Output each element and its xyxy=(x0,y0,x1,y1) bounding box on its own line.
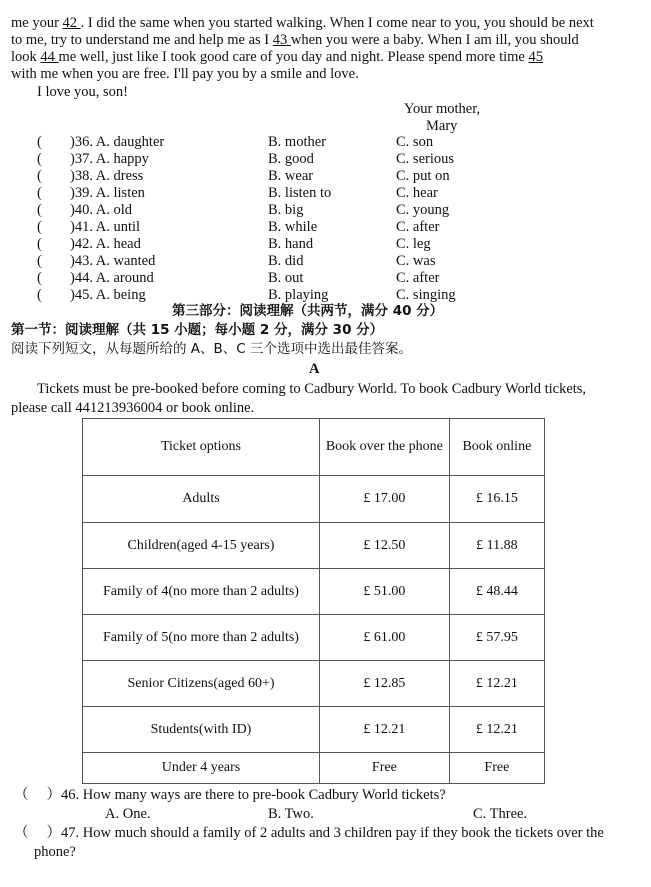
table-cell: £ 12.21 xyxy=(449,707,544,753)
text-segment: to me, try to understand me and help me as I xyxy=(11,32,273,48)
table-cell: £ 11.88 xyxy=(449,523,544,569)
option-b: B. mother xyxy=(268,134,326,150)
letter-line-2 xyxy=(11,32,579,49)
table-cell: Students(with ID) xyxy=(83,707,320,753)
table-cell: Adults xyxy=(83,476,320,523)
table-cell: Free xyxy=(449,753,544,784)
blank-43: 43 xyxy=(272,32,291,48)
question-47-continued: phone? xyxy=(34,844,76,860)
question-46 xyxy=(14,787,446,804)
table-cell: £ 17.00 xyxy=(319,476,449,523)
letter-line-5: I love you, son! xyxy=(37,84,129,100)
answer-paren: ( xyxy=(37,270,42,286)
option-b: B. good xyxy=(268,151,314,167)
cloze-option-row xyxy=(0,270,651,287)
option-b: B. out xyxy=(268,270,304,286)
option-a: )38. A. dress xyxy=(70,168,144,184)
option-a: )37. A. happy xyxy=(70,151,149,167)
section1-title: 第一节：阅读理解（共 15 小题；每小题 2 分，满分 30 分） xyxy=(11,322,384,338)
cloze-option-row xyxy=(0,168,651,185)
table-row xyxy=(83,661,545,707)
table-row xyxy=(83,615,545,661)
question-47 xyxy=(14,825,604,842)
option-c: C. young xyxy=(396,202,450,218)
table-header-row xyxy=(83,419,545,476)
table-header-cell: Ticket options xyxy=(83,419,320,476)
answer-paren: ( xyxy=(37,202,42,218)
table-cell: £ 57.95 xyxy=(449,615,544,661)
option-c: C. after xyxy=(396,219,440,235)
answer-paren: ( xyxy=(37,185,42,201)
table-cell: Senior Citizens(aged 60+) xyxy=(83,661,320,707)
option-c: C. leg xyxy=(396,236,431,252)
table-header-cell: Book over the phone xyxy=(319,419,449,476)
option-a: )36. A. daughter xyxy=(70,134,165,150)
table-cell: £ 12.85 xyxy=(319,661,449,707)
text-segment: look xyxy=(11,49,41,65)
option-a: )44. A. around xyxy=(70,270,154,286)
table-header-cell: Book online xyxy=(449,419,544,476)
blank-42: 42 xyxy=(62,15,81,31)
passage-line-1: Tickets must be pre-booked before coming to Cadbury World. To book Cadbury World tickets, xyxy=(37,381,587,397)
text-segment: me your xyxy=(11,15,63,31)
option-c: C. son xyxy=(396,134,434,150)
option-c: C. was xyxy=(396,253,436,269)
q46-option-a: A. One. xyxy=(105,806,151,822)
option-a: )43. A. wanted xyxy=(70,253,156,269)
table-cell: Free xyxy=(319,753,449,784)
question-text: ）47. How much should a family of 2 adults and 3 children pay if they book the tickets over the xyxy=(46,825,604,841)
letter-signature-1: Your mother, xyxy=(404,101,481,117)
text-segment: me well, just like I took good care of you day and night. Please spend more time xyxy=(58,49,529,65)
table-cell: Family of 4(no more than 2 adults) xyxy=(83,569,320,615)
passage-label: A xyxy=(309,361,320,377)
cloze-option-row xyxy=(0,219,651,236)
letter-line-3 xyxy=(11,49,543,66)
letter-line-1 xyxy=(11,15,594,32)
table-cell: £ 12.21 xyxy=(449,661,544,707)
option-b: B. wear xyxy=(268,168,314,184)
q46-option-b: B. Two. xyxy=(268,806,314,822)
option-a: )42. A. head xyxy=(70,236,141,252)
blank-44: 44 xyxy=(40,49,59,65)
table-cell: £ 12.21 xyxy=(319,707,449,753)
answer-paren: （ xyxy=(14,787,29,803)
cloze-option-row xyxy=(0,287,651,304)
table-row xyxy=(83,707,545,753)
cloze-option-row xyxy=(0,236,651,253)
q46-option-c: C. Three. xyxy=(473,806,528,822)
table-cell: Family of 5(no more than 2 adults) xyxy=(83,615,320,661)
ticket-table xyxy=(82,418,545,784)
answer-paren: ( xyxy=(37,134,42,150)
table-cell: £ 61.00 xyxy=(319,615,449,661)
letter-signature-2: Mary xyxy=(426,118,458,134)
table-row xyxy=(83,523,545,569)
option-b: B. hand xyxy=(268,236,314,252)
answer-paren: ( xyxy=(37,168,42,184)
option-a: )39. A. listen xyxy=(70,185,145,201)
text-segment: . I did the same when you started walking. When I come near to you, you should be next xyxy=(80,15,594,31)
option-b: B. listen to xyxy=(268,185,332,201)
table-cell: £ 51.00 xyxy=(319,569,449,615)
question-text: ）46. How many ways are there to pre-book Cadbury World tickets? xyxy=(46,787,446,803)
option-c: C. put on xyxy=(396,168,450,184)
table-cell: Children(aged 4-15 years) xyxy=(83,523,320,569)
answer-paren: （ xyxy=(14,825,29,841)
option-b: B. while xyxy=(268,219,318,235)
cloze-option-row xyxy=(0,185,651,202)
table-cell: Under 4 years xyxy=(83,753,320,784)
option-a: )45. A. being xyxy=(70,287,146,303)
text-segment: when you were a baby. When I am ill, you should xyxy=(290,32,579,48)
option-c: C. hear xyxy=(396,185,438,201)
table-row xyxy=(83,476,545,523)
option-b: B. did xyxy=(268,253,304,269)
option-c: C. singing xyxy=(396,287,456,303)
answer-paren: ( xyxy=(37,236,42,252)
cloze-option-row xyxy=(0,134,651,151)
option-b: B. big xyxy=(268,202,304,218)
table-row xyxy=(83,753,545,784)
table-cell: £ 12.50 xyxy=(319,523,449,569)
answer-paren: ( xyxy=(37,287,42,303)
option-c: C. serious xyxy=(396,151,454,167)
passage-line-2: please call 441213936004 or book online. xyxy=(11,400,255,416)
instructions: 阅读下列短文，从每题所给的 A、B、C 三个选项中选出最佳答案。 xyxy=(11,341,413,357)
table-cell: £ 16.15 xyxy=(449,476,544,523)
cloze-option-row xyxy=(0,151,651,168)
cloze-option-row xyxy=(0,253,651,270)
answer-paren: ( xyxy=(37,219,42,235)
option-b: B. playing xyxy=(268,287,329,303)
option-a: )40. A. old xyxy=(70,202,133,218)
option-c: C. after xyxy=(396,270,440,286)
option-a: )41. A. until xyxy=(70,219,141,235)
blank-45: 45 xyxy=(528,49,543,65)
answer-paren: ( xyxy=(37,253,42,269)
table-cell: £ 48.44 xyxy=(449,569,544,615)
letter-line-4: with me when you are free. I'll pay you by a smile and love. xyxy=(11,66,359,82)
table-row xyxy=(83,569,545,615)
answer-paren: ( xyxy=(37,151,42,167)
part3-title: 第三部分：阅读理解（共两节，满分 40 分） xyxy=(172,303,444,319)
cloze-option-row xyxy=(0,202,651,219)
